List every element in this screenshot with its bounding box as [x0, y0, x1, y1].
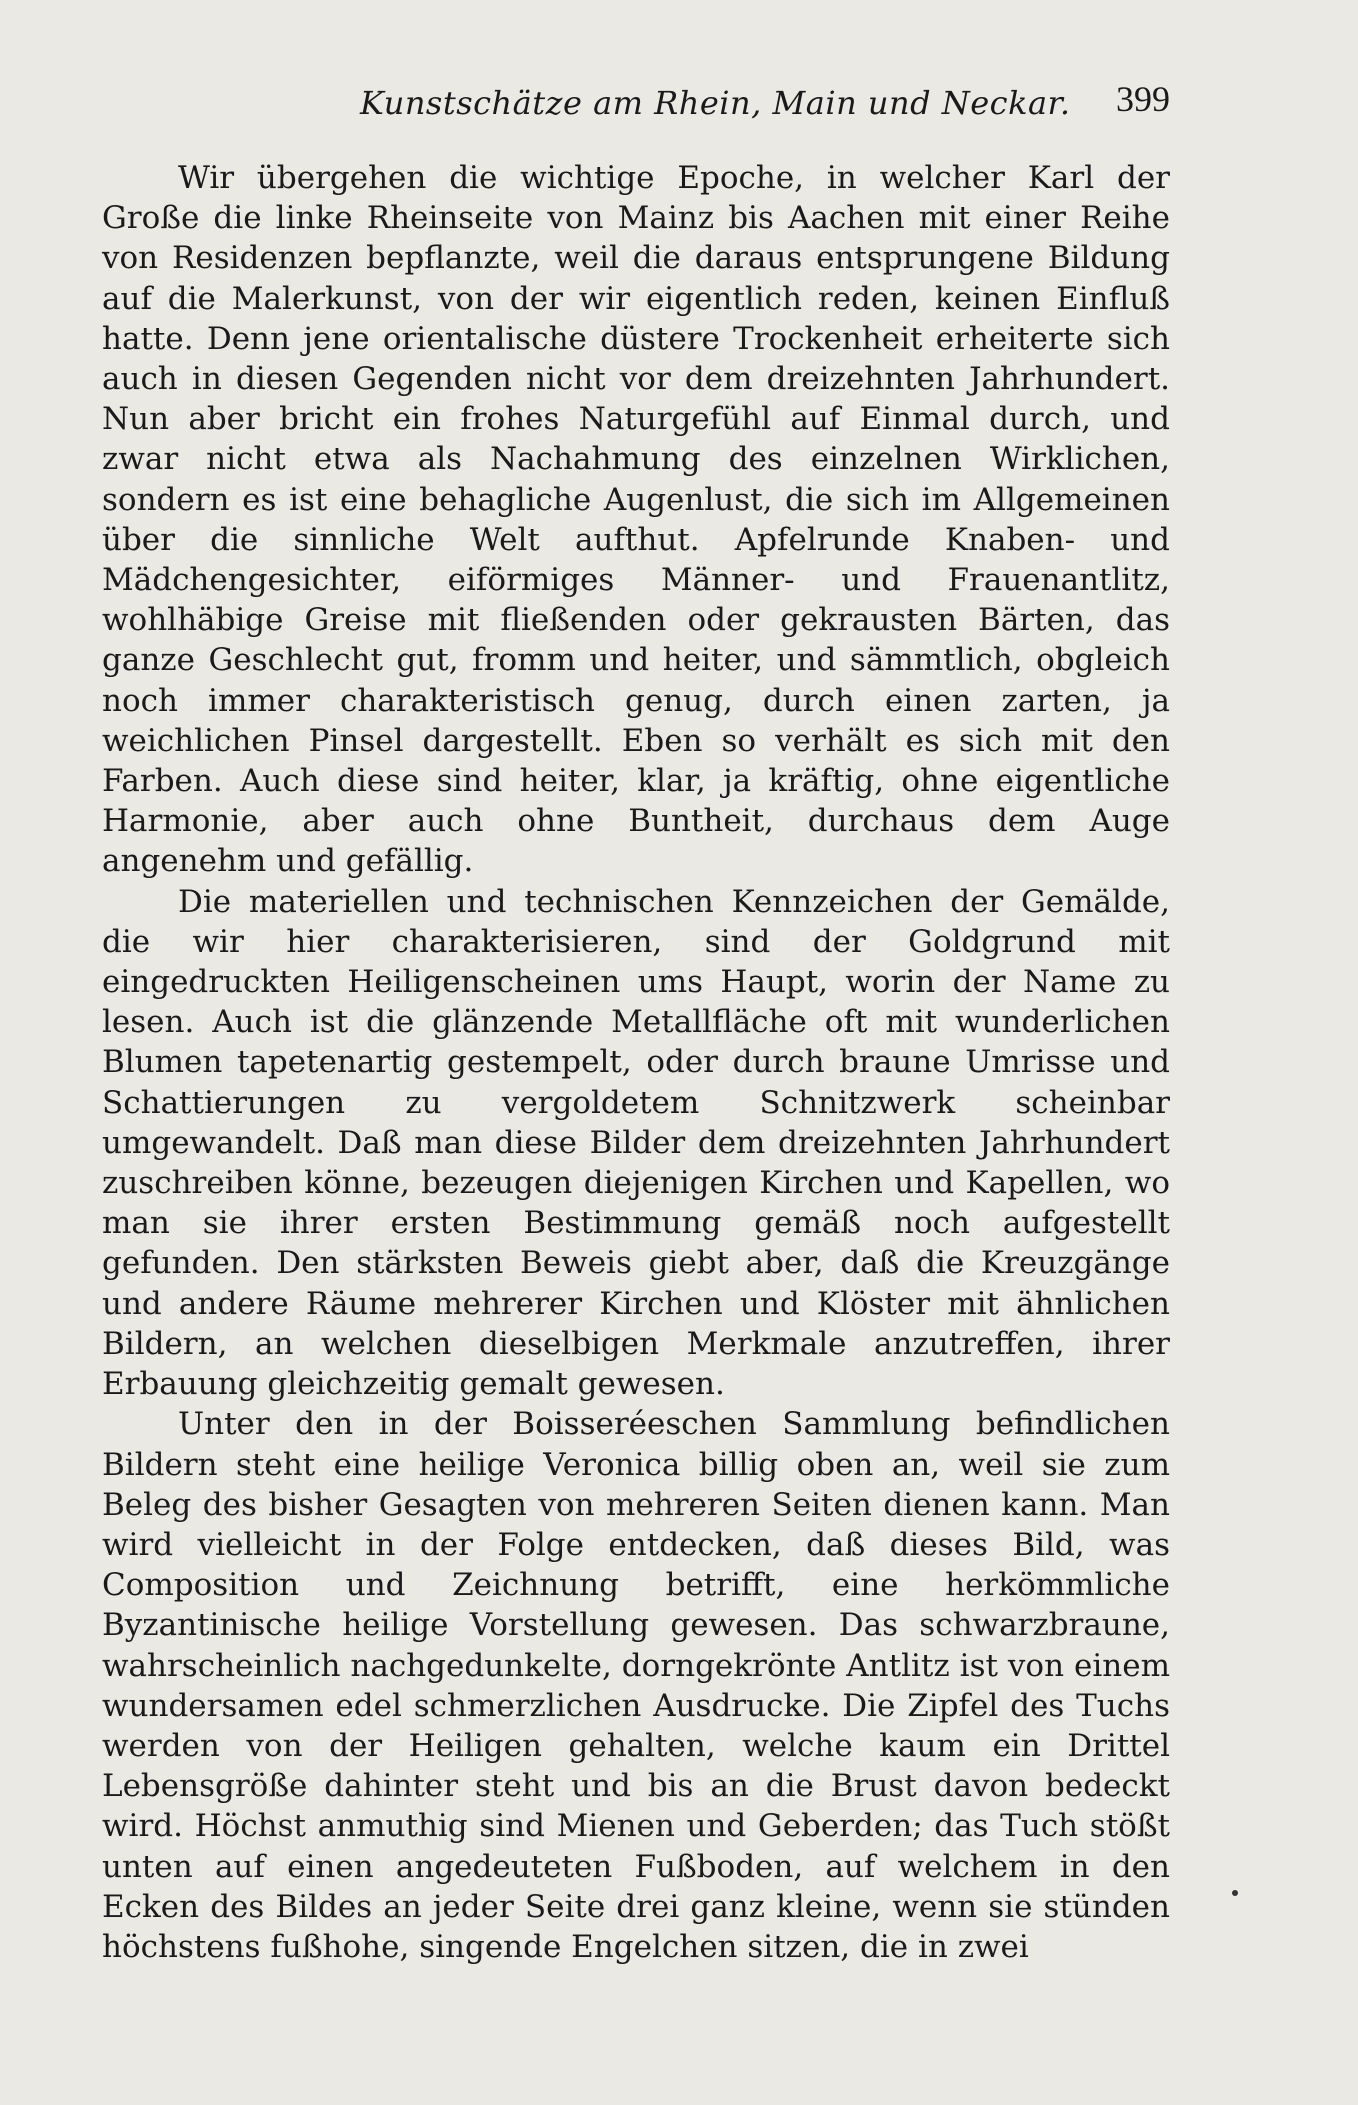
running-title: Kunstschätze am Rhein, Main und Neckar. [360, 84, 1071, 122]
paragraph-2: Die materiellen und technischen Kennzeichen der Gemälde, die wir hier charakterisieren, sind der Goldgrund mit eingedruckten Heiligenscheinen ums Haupt, worin der Name zu lesen. Auch ist die glänzende Metallfläche oft mit wunderlichen Blumen tapetenartig gestempelt, oder durch braune Umrisse und Schattierungen zu vergoldetem Schnitzwerk scheinbar umgewandelt. Daß man diese Bilder dem dreizehnten Jahrhundert zuschreiben könne, bezeugen diejenigen Kirchen und Kapellen, wo man sie ihrer ersten Bestimmung gemäß noch aufgestellt gefunden. Den stärksten Beweis giebt aber, daß die Kreuzgänge und andere Räume mehrerer Kirchen und Klöster mit ähnlichen Bildern, an welchen dieselbigen Merkmale anzutreffen, ihrer Erbauung gleichzeitig gemalt gewesen. [102, 883, 1170, 1403]
body-text [102, 158, 1170, 1967]
paragraph-1: Wir übergehen die wichtige Epoche, in welcher Karl der Große die linke Rheinseite von Mainz bis Aachen mit einer Reihe von Residenzen bepflanzte, weil die daraus entsprungene Bildung auf die Malerkunst, von der wir eigentlich reden, keinen Einfluß hatte. Denn jene orientalische düstere Trockenheit erheiterte sich auch in diesen Gegenden nicht vor dem dreizehnten Jahrhundert. Nun aber bricht ein frohes Naturgefühl auf Einmal durch, und zwar nicht etwa als Nachahmung des einzelnen Wirklichen, sondern es ist eine behagliche Augenlust, die sich im Allgemeinen über die sinnliche Welt aufthut. Apfelrunde Knaben- und Mädchengesichter, eiförmiges Männer- und Frauenantlitz, wohlhäbige Greise mit fließenden oder gekrausten Bärten, das ganze Geschlecht gut, fromm und heiter, und sämmtlich, obgleich noch immer charakteristisch genug, durch einen zarten, ja weichlichen Pinsel dargestellt. Eben so verhält es sich mit den Farben. Auch diese sind heiter, klar, ja kräftig, ohne eigentliche Harmonie, aber auch ohne Buntheit, durchaus dem Auge angenehm und gefällig. [102, 160, 1170, 880]
page-number: 399 [1116, 79, 1170, 119]
paper-speck [1232, 1890, 1238, 1896]
paragraph-3: Unter den in der Boisseréeschen Sammlung befindlichen Bildern steht eine heilige Veronica billig oben an, weil sie zum Beleg des bisher Gesagten von mehreren Seiten dienen kann. Man wird vielleicht in der Folge entdecken, daß dieses Bild, was Composition und Zeichnung betrifft, eine herkömmliche Byzantinische heilige Vorstellung gewesen. Das schwarzbraune, wahrscheinlich nachgedunkelte, dorngekrönte Antlitz ist von einem wundersamen edel schmerzlichen Ausdrucke. Die Zipfel des Tuchs werden von der Heiligen gehalten, welche kaum ein Drittel Lebensgröße dahinter steht und bis an die Brust davon bedeckt wird. Höchst anmuthig sind Mienen und Geberden; das Tuch stößt unten auf einen angedeuteten Fußboden, auf welchem in den Ecken des Bildes an jeder Seite drei ganz kleine, wenn sie stünden höchstens fußhohe, singende Engelchen sitzen, die in zwei [102, 1406, 1170, 1965]
page-header [100, 78, 1170, 128]
